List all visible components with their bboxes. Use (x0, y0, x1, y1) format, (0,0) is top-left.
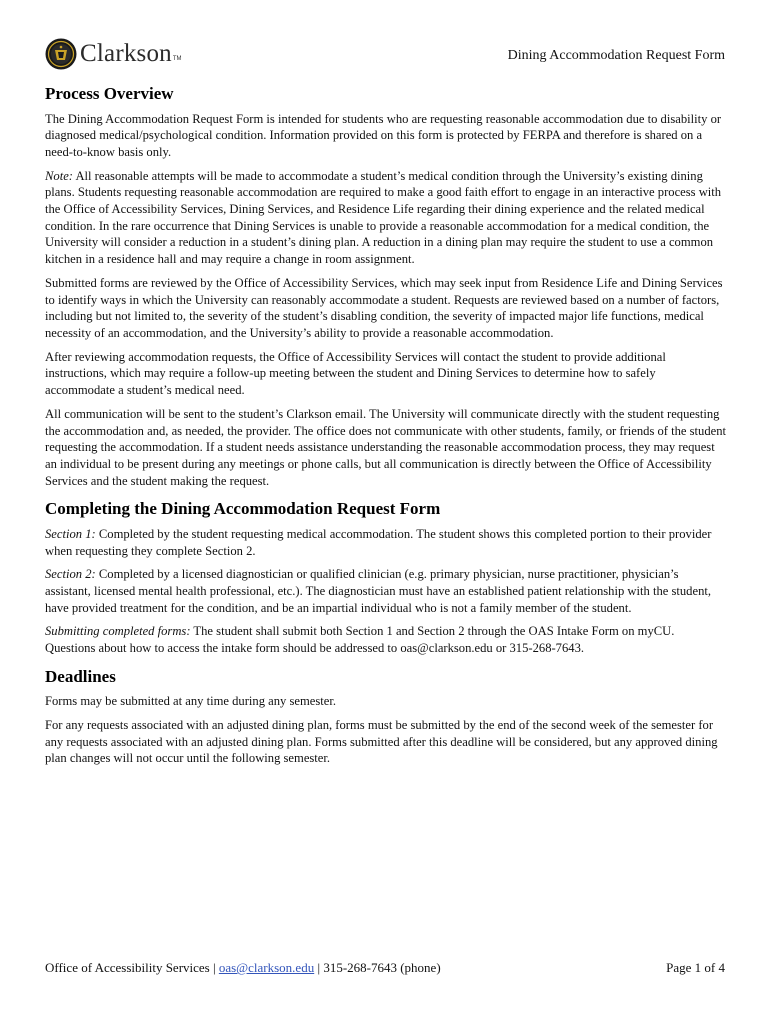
footer-office: Office of Accessibility Services | (45, 960, 219, 975)
heading-deadlines: Deadlines (45, 666, 116, 686)
document-body (45, 84, 727, 774)
paragraph-section-1 (45, 526, 727, 559)
heading-process-overview: Process Overview (45, 84, 174, 103)
submitting-label: Submitting completed forms: (45, 624, 191, 639)
paragraph-deadline-dining-plan: For any requests associated with an adjusted dining plan, forms must be submitted by the end of the second week of the semester for any requests associated with an adjusted dining plan. Forms submitted after this deadline will be considered, but any approved dining plan changes will not occur until the following semester. (45, 718, 718, 766)
paragraph-submitting (45, 623, 727, 656)
note-label: Note: (45, 168, 73, 183)
paragraph-section-2 (45, 566, 727, 616)
document-title: Dining Accommodation Request Form (507, 48, 725, 63)
note-text: All reasonable attempts will be made to accommodate a student’s medical condition through the University’s existing dining plans. Students requesting reasonable accommodation are required to make a good faith effort to engage in an interactive process with the Office of Accessibility Services, Dining Services, and Residence Life regarding their dining experience and the related medical condition. In the rare occurrence that Dining Services is unable to provide a reasonable accommodation for a medical condition, the University will consider a reduction in a student’s dining plan. A reduction in a dining plan may require the student to use a common kitchen in a residence hall and may require a change in room assignment. (45, 168, 722, 267)
paragraph-intro: The Dining Accommodation Request Form is intended for students who are requesting reasonable accommodation due to disability or diagnosed medical/psychological condition. Information provided on this form is protected by FERPA and therefore is shared on a need-to-know basis only. (45, 111, 722, 159)
paragraph-after-review: After reviewing accommodation requests, the Office of Accessibility Services will contact the student to provide additional instructions, which may require a follow-up meeting between the student and Dining Services to determine how to safely accommodate a student’s medical need. (45, 349, 666, 398)
footer-email-link[interactable]: oas@clarkson.edu (218, 960, 315, 975)
paragraph-communication: All communication will be sent to the student’s Clarkson email. The University will communicate directly with the student requesting the accommodation and, as needed, the provider. The office does not communicate with other students, family, or friends of the student requesting the accommodation. If a student needs assistance understanding the reasonable accommodation process, they may request an individual to be present during any meetings or phone calls, but all communication is directly between the Office of Accessibility Services and the student making the request. (45, 406, 727, 488)
page-header (45, 38, 725, 74)
submitting-text: The student shall submit both Section 1 and Section 2 through the OAS Intake Form on myCU. Questions about how to access the intake form should be addressed to oas@clarkson.edu or 315-268-7643. (45, 624, 675, 656)
logo-trademark: TM (172, 56, 182, 62)
section-2-label: Section 2: (45, 567, 96, 582)
section-1-text: Completed by the student requesting medical accommodation. The student shows this completed portion to their provider when requesting they complete Section 2. (45, 526, 712, 558)
section-2-text: Completed by a licensed diagnostician or qualified clinician (e.g. primary physician, nurse practitioner, physician’s assistant, licensed mental health professional, etc.). The diagnostician must have an established patient relationship with the student, have provided treatment for the condition, and be an impartial individual who is not a family member of the student. (45, 567, 712, 615)
paragraph-note (45, 168, 727, 268)
section-1-label: Section 1: (45, 526, 96, 541)
logo-wordmark: Clarkson (80, 40, 172, 67)
footer-contact (45, 960, 441, 976)
heading-completing-form: Completing the Dining Accommodation Request Form (45, 499, 441, 519)
footer-phone: | 315-268-7643 (phone) (314, 960, 441, 975)
clarkson-seal-icon (45, 38, 77, 70)
paragraph-review: Submitted forms are reviewed by the Office of Accessibility Services, which may seek input from Residence Life and Dining Services to identify ways in which the University can reasonably accommodate a student. Requests are reviewed based on a number of factors, including but not limited to, the severity of the student’s disabling condition, the severity of impacted major life functions, medical necessity of an accommodation, and the University’s ability to provide a reasonable accommodation. (45, 275, 723, 340)
paragraph-deadline-any-time: Forms may be submitted at any time during any semester. (45, 694, 337, 709)
clarkson-logo (45, 38, 182, 70)
page-number: Page 1 of 4 (666, 960, 725, 975)
